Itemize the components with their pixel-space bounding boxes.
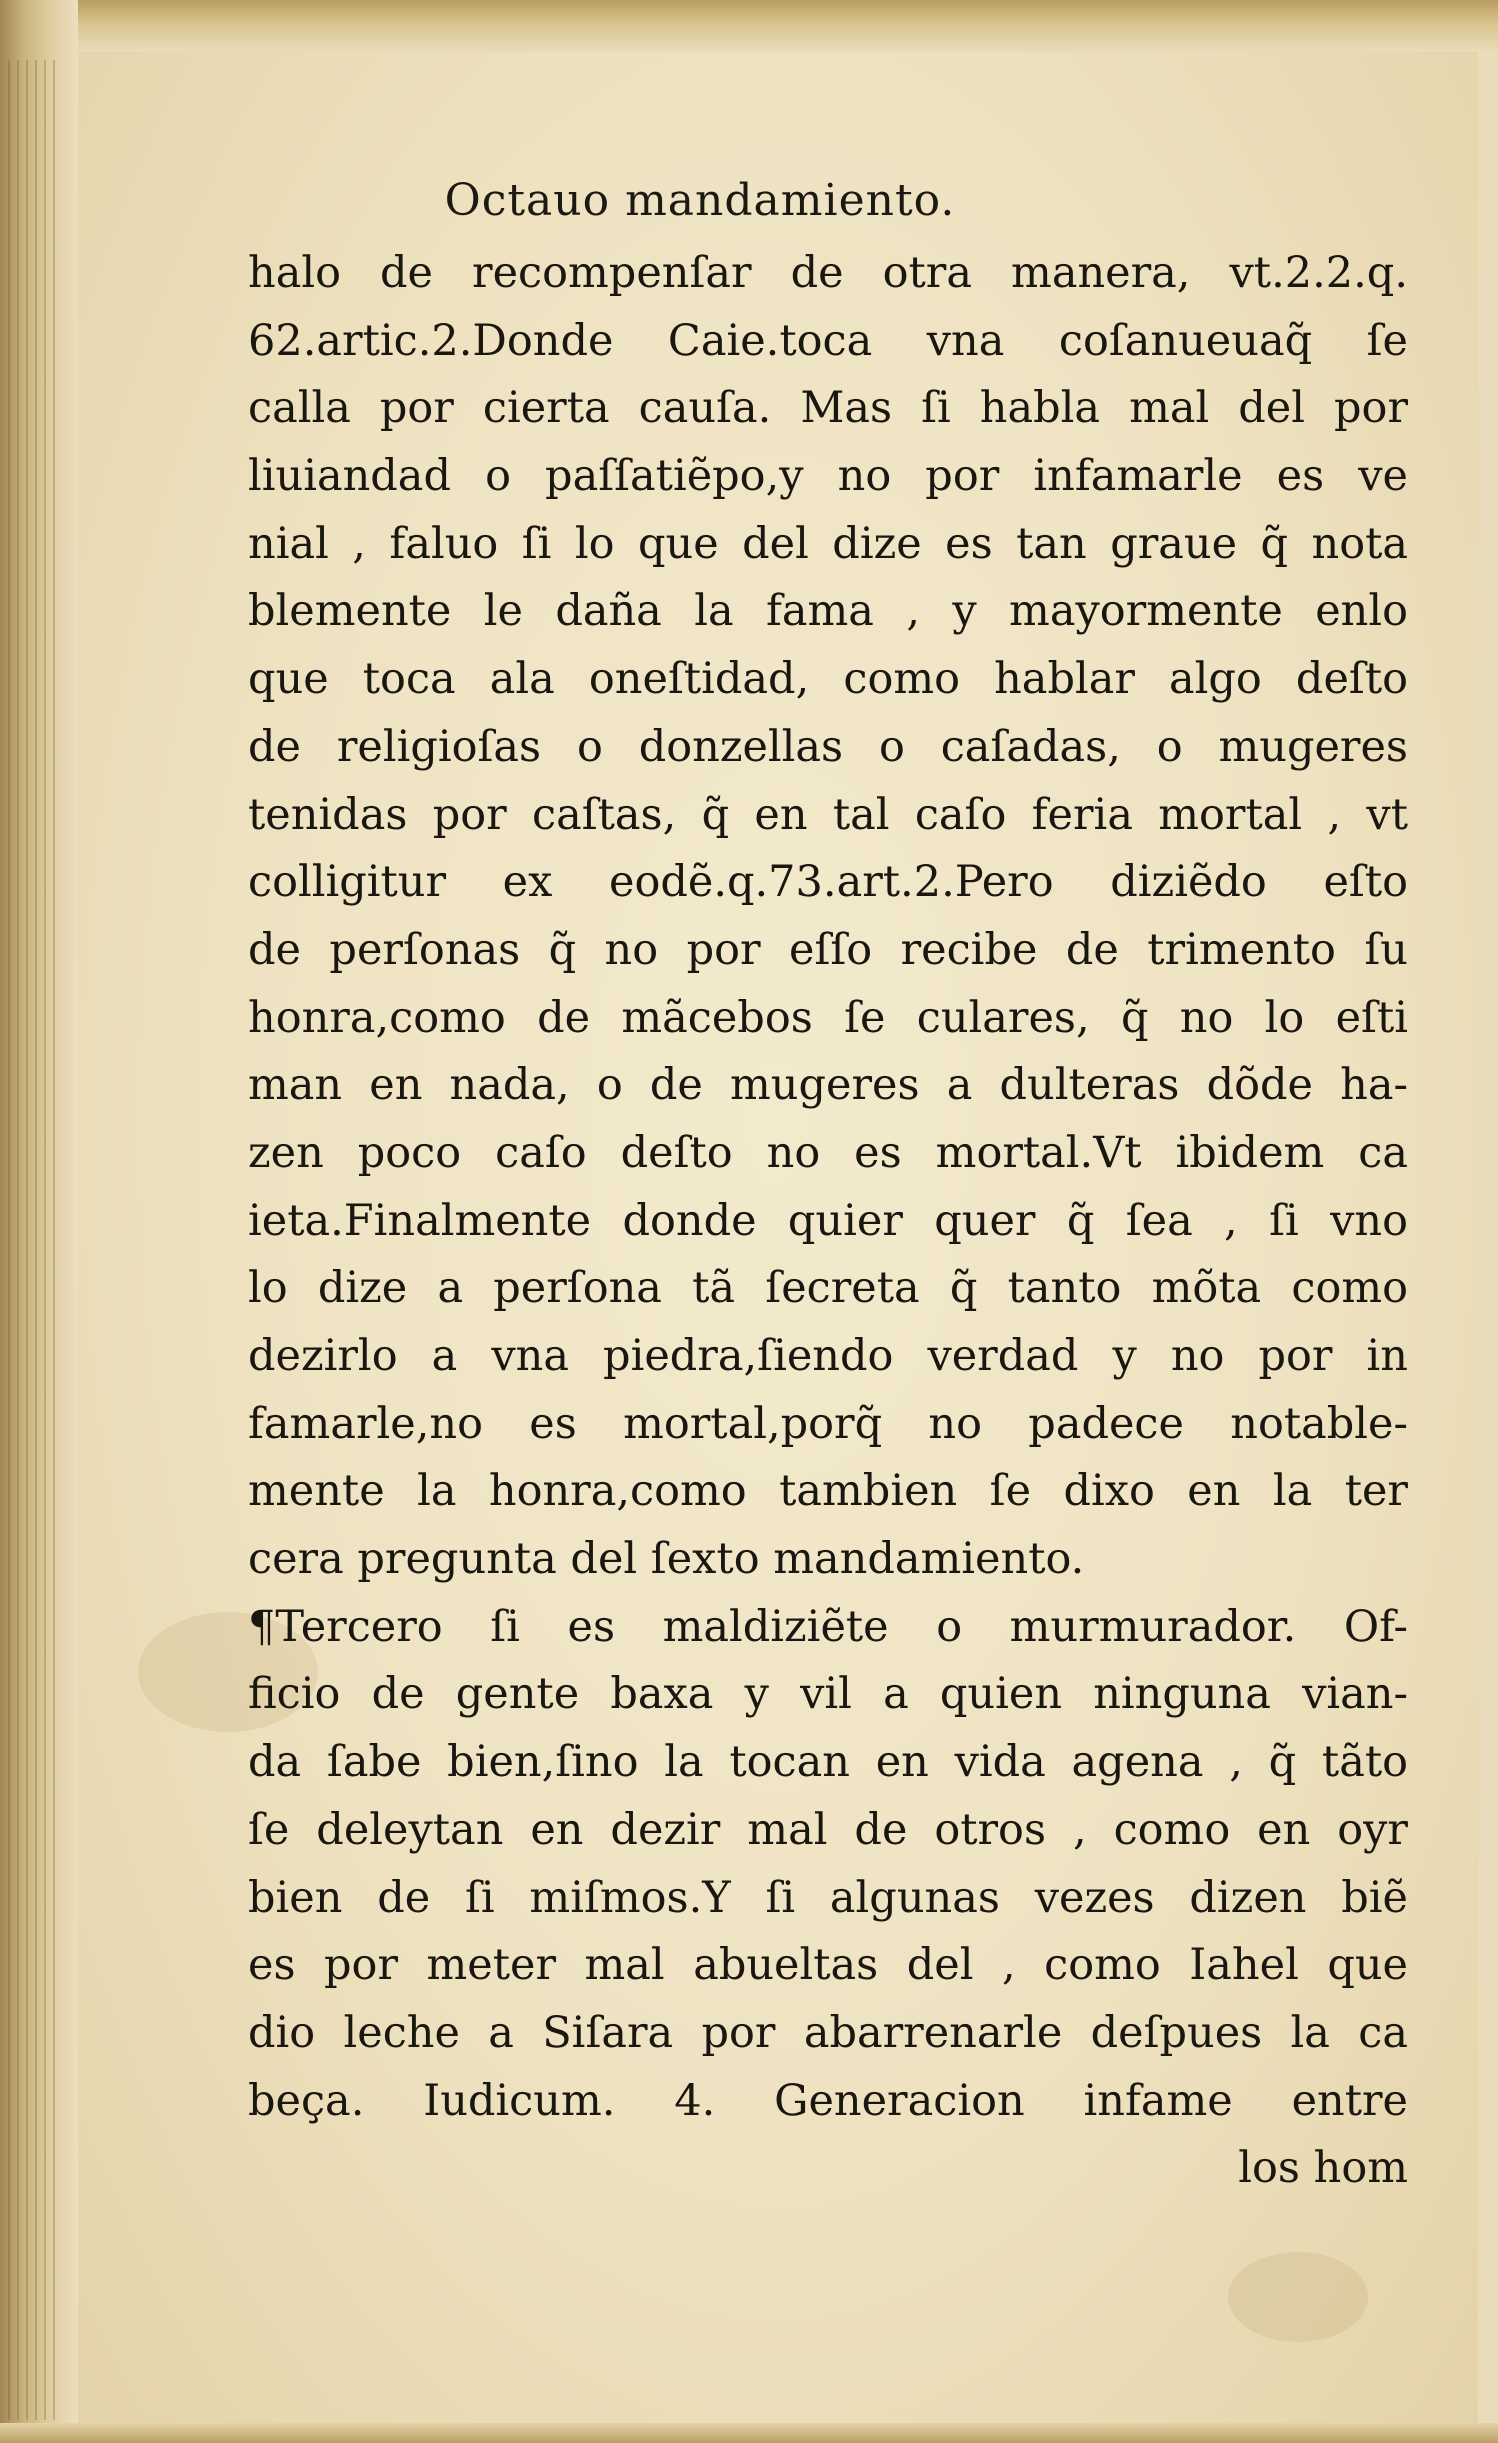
- text-line: es por meter mal abueltas del , como Iahel que: [248, 1940, 1408, 1991]
- text-line: beça. Iudicum. 4. Generacion infame entre: [248, 2075, 1408, 2126]
- body-text: [248, 240, 1408, 2203]
- text-line: famarle,no es mortal,porq̃ no padece notable-: [248, 1398, 1408, 1449]
- text-line: cera pregunta del ſexto mandamiento.: [248, 1534, 1085, 1585]
- text-line: nial , faluo ſi lo que del dize es tan graue q̃ nota: [248, 518, 1408, 569]
- text-line: da ſabe bien,ſino la tocan en vida agena , q̃ tãto: [248, 1737, 1408, 1788]
- text-line: tenidas por caſtas, q̃ en tal caſo feria mortal , vt: [248, 789, 1408, 840]
- text-line: halo de recompenſar de otra manera, vt.2.2.q.: [248, 248, 1408, 298]
- text-line: dio leche a Siſara por abarrenarle deſpues la ca: [248, 2007, 1408, 2058]
- text-line: ¶Tercero ſi es maldiziẽte o murmurador. Of-: [248, 1601, 1408, 1652]
- text-line: liuiandad o paſſatiẽpo,y no por infamarle es ve: [248, 451, 1408, 502]
- catchword: los hom: [1238, 2143, 1408, 2194]
- paper-stain: [1228, 2252, 1368, 2342]
- text-line: honra,como de mãcebos ſe culares, q̃ no lo eſti: [248, 992, 1408, 1043]
- text-line: mente la honra,como tambien ſe dixo en la ter: [248, 1466, 1408, 1517]
- text-line: que toca ala oneſtidad, como hablar algo deſto: [248, 654, 1408, 705]
- text-line: calla por cierta cauſa. Mas ſi habla mal del por: [248, 383, 1408, 434]
- text-line: lo dize a perſona tã ſecreta q̃ tanto mõta como: [248, 1263, 1408, 1314]
- text-line: ieta.Finalmente donde quier quer q̃ ſea , ſi vno: [248, 1195, 1408, 1246]
- text-line: de perſonas q̃ no por eſſo recibe de trimento ſu: [248, 924, 1408, 975]
- text-line: man en nada, o de mugeres a dulteras dõde ha-: [248, 1060, 1408, 1111]
- text-line: de religioſas o donzellas o caſadas, o mugeres: [248, 721, 1408, 772]
- text-line: 62.artic.2.Donde Caie.toca vna coſanueuaq̃ ſe: [248, 315, 1408, 366]
- text-line: dezirlo a vna piedra,ſiendo verdad y no por in: [248, 1331, 1408, 1381]
- text-line: ſe deleytan en dezir mal de otros , como en oyr: [248, 1804, 1408, 1855]
- text-line: zen poco caſo deſto no es mortal.Vt ibidem ca: [248, 1127, 1408, 1178]
- page-top-edge: [0, 0, 1498, 52]
- book-gutter: [0, 0, 78, 2443]
- text-line: bien de ſi miſmos.Y ſi algunas vezes dizen biẽ: [248, 1872, 1408, 1923]
- running-header: Octauo mandamiento.: [444, 175, 956, 226]
- page-bottom-edge: [0, 2423, 1498, 2443]
- text-line: blemente le daña la fama , y mayormente enlo: [248, 586, 1408, 637]
- page-stack-edges: [8, 60, 58, 2420]
- text-line: colligitur ex eodẽ.q.73.art.2.Pero diziẽdo eſto: [248, 857, 1408, 908]
- text-line: ficio de gente baxa y vil a quien ninguna vian-: [248, 1669, 1408, 1720]
